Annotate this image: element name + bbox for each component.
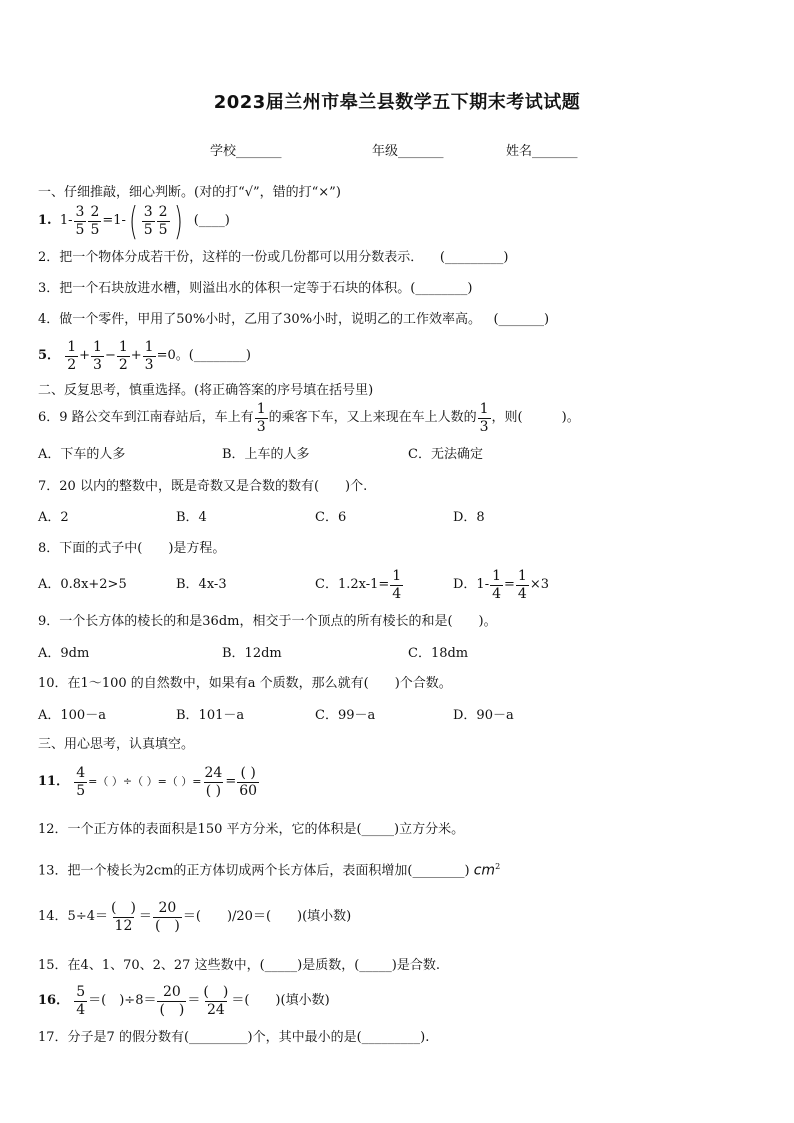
q1-fraction-1: $\frac{3}{5}$ [75,203,85,238]
q6-fraction-1: $\frac{1}{3}$ [256,400,266,435]
q11-fraction-1: $\frac{4}{5}$ [76,764,86,799]
q5-fraction-2: $\frac{1}{3}$ [93,338,102,373]
q14-equals: ＝ [138,909,152,924]
q8-option-d-tail: ×3 [529,577,550,592]
question-7: 7．20 以内的整数中，既是奇数又是合数的数有( )个. [38,479,368,494]
q10-option-c[interactable]: C．99－a [315,708,376,723]
grade-field[interactable]: 年级_______ [372,144,444,159]
q14-tail[interactable]: ＝( )/20＝( )(填小数) [182,909,352,924]
q6-option-a[interactable]: A．下车的人多 [38,447,126,462]
q13-unit: cm [473,862,496,879]
q8-option-d[interactable] [453,566,549,604]
question-16 [38,980,330,1022]
q8-option-a[interactable]: A．0.8x+2>5 [38,577,127,592]
q16-tail[interactable]: ＝( )(填小数) [231,993,330,1008]
q5-fraction-3: $\frac{1}{2}$ [118,338,128,373]
question-9: 9．一个长方体的棱长的和是36dm，相交于一个顶点的所有棱长的和是( )。 [38,614,497,629]
q1-fraction-4: $\frac{2}{5}$ [158,203,168,238]
question-17: 17．分子是7 的假分数有(_________)个，其中最小的是(_________). [38,1030,430,1045]
q1-number: 1. [38,213,52,228]
q16-fraction-1: $\frac{5}{4}$ [76,983,86,1018]
q16-number: 16． [38,993,70,1008]
left-paren-icon: ( [128,199,138,243]
q8-option-b[interactable]: B．4x-3 [176,577,227,592]
question-1 [38,199,230,243]
question-14 [38,894,351,940]
section-2-heading: 二、反复思考，慎重选择。(将正确答案的序号填在括号里) [38,383,374,398]
question-12: 12．一个正方体的表面积是150 平方分米，它的体积是(_____)立方分米。 [38,822,465,837]
q6-option-c[interactable]: C．无法确定 [408,447,483,462]
q4-answer-blank[interactable]: (_______) [493,312,550,327]
q2-answer-blank[interactable]: (_________) [439,250,509,265]
question-2 [38,249,508,267]
q7-option-a[interactable]: A．2 [38,510,69,525]
q6-fraction-2: $\frac{1}{3}$ [479,400,489,435]
q7-option-b[interactable]: B．4 [176,510,207,525]
q1-answer-blank[interactable]: (____) [193,213,230,228]
q11-fraction-2[interactable]: $\frac{24}{( )}$ [204,764,223,799]
q8-option-d-equals: = [504,577,515,592]
question-3: 3．把一个石块放进水槽，则溢出水的体积一定等于石块的体积。(________) [38,281,473,296]
q11-equals: = [225,774,237,789]
q11-fraction-3[interactable]: $\frac{( )}{60}$ [239,764,258,799]
q8-option-c[interactable] [315,566,404,604]
question-8: 8．下面的式子中( )是方程。 [38,541,226,556]
q7-option-c[interactable]: C．6 [315,510,347,525]
q10-option-b[interactable]: B．101－a [176,708,245,723]
q5-tail: =0。(________) [156,348,251,363]
school-field[interactable]: 学校_______ [210,144,282,159]
q14-fraction-2[interactable]: $\frac{20}{( )}$ [154,899,180,934]
q16-fraction-3[interactable]: $\frac{( )}{24}$ [203,983,229,1018]
question-15: 15．在4、1、70、2、27 这些数中，(_____)是质数，(_____)是合数. [38,958,440,973]
q11-middle[interactable]: =（ ）÷（ ）=（ ）= [88,775,202,788]
q1-term: 1- [59,213,73,228]
q6-text-c: ，则( )。 [491,410,580,425]
q1-fraction-2: $\frac{2}{5}$ [90,203,100,238]
q14-start: 14．5÷4＝ [38,909,108,924]
q8-option-d-text: D．1- [453,577,490,592]
q13-unit-exponent: 2 [495,862,501,871]
question-10: 10．在1～100 的自然数中，如果有a 个质数，那么就有( )个合数。 [38,676,452,691]
q10-option-a[interactable]: A．100－a [38,708,106,723]
q5-number: 5． [38,348,61,363]
q6-text-a: 6．9 路公交车到江南春站后，车上有 [38,410,254,425]
q5-fraction-4: $\frac{1}{3}$ [144,338,154,373]
q2-text: 2．把一个物体分成若干份，这样的一份或几份都可以用分数表示． [38,250,424,265]
question-4 [38,311,549,329]
q13-text: 13．把一个棱长为2cm的正方体切成两个长方体后，表面积增加(________) [38,863,470,879]
q6-option-b[interactable]: B．上车的人多 [222,447,310,462]
name-field[interactable]: 姓名_______ [506,144,578,159]
q1-equals: =1- [102,213,126,228]
q16-fraction-2[interactable]: $\frac{20}{( )}$ [159,983,185,1018]
q7-option-d[interactable]: D．8 [453,510,485,525]
q8-option-c-fraction: $\frac{1}{4}$ [392,567,402,602]
question-5: 5． $\frac{1}{2}$ + $\frac{1}{3}$ − $\frac{1}{2}$ + $\frac{1}{3}$ =0。(________) [38,338,251,373]
q1-fraction-3: $\frac{3}{5}$ [143,203,153,238]
q9-option-b[interactable]: B．12dm [222,646,282,661]
question-13 [38,858,500,880]
q14-fraction-1[interactable]: $\frac{( )}{12}$ [110,899,136,934]
question-6 [38,400,580,436]
section-3-heading: 三、用心思考，认真填空。 [38,737,195,752]
question-11 [38,760,260,804]
q8-option-c-text: C．1.2x-1= [315,577,390,592]
q9-option-c[interactable]: C．18dm [408,646,469,661]
right-paren-icon: ) [173,199,183,243]
section-1-heading: 一、仔细推敲，细心判断。(对的打“√”，错的打“×”) [38,185,341,200]
q4-text: 4．做一个零件，甲用了50%小时，乙用了30%小时，说明乙的工作效率高。 [38,312,482,327]
q8-option-d-fraction-2: $\frac{1}{4}$ [517,567,527,602]
q9-option-a[interactable]: A．9dm [38,646,90,661]
page-title: 2023届兰州市皋兰县数学五下期末考试试题 [213,92,581,113]
q6-text-b: 的乘客下车，又上来现在车上人数的 [268,410,477,425]
q16-middle[interactable]: ＝( )÷8＝ [88,993,157,1008]
q11-number: 11． [38,774,70,789]
q8-option-d-fraction-1: $\frac{1}{4}$ [492,567,502,602]
q5-fraction-1: $\frac{1}{2}$ [67,338,77,373]
q10-option-d[interactable]: D．90－a [453,708,514,723]
q16-equals: ＝ [187,993,201,1008]
